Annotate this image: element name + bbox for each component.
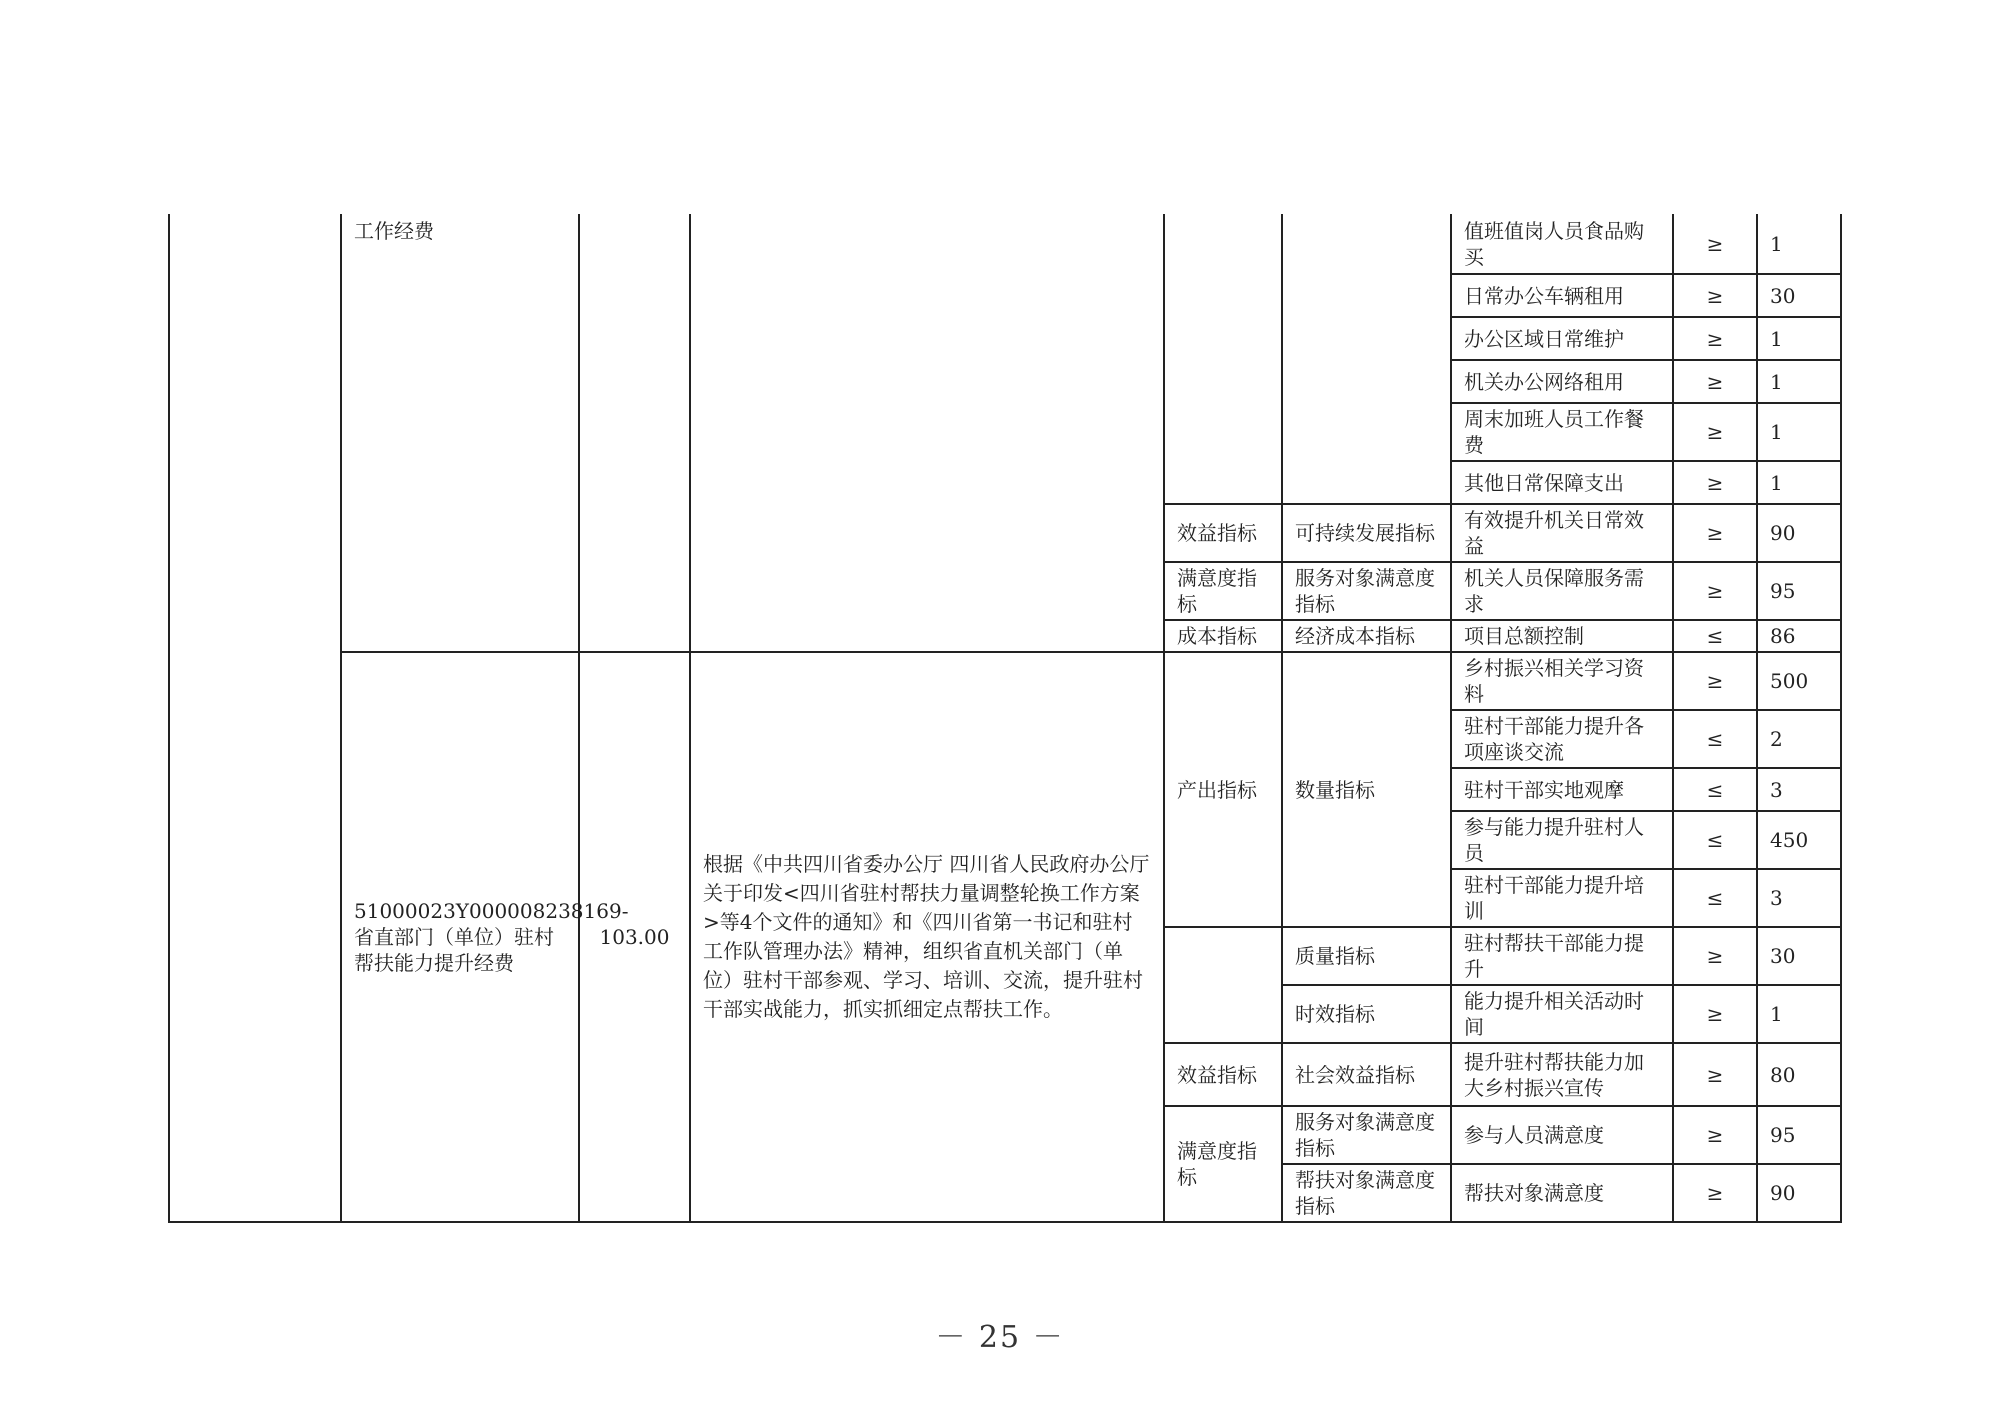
indicator-cell: 乡村振兴相关学习资料	[1451, 652, 1673, 710]
indicator-cell: 驻村干部能力提升各项座谈交流	[1451, 710, 1673, 768]
level2-cell: 可持续发展指标	[1282, 504, 1451, 562]
level2-cell: 质量指标	[1282, 927, 1451, 985]
value-cell: 86	[1757, 620, 1841, 652]
value-cell: 3	[1757, 869, 1841, 927]
amount-cell	[579, 214, 690, 652]
indicator-cell: 提升驻村帮扶能力加大乡村振兴宣传	[1451, 1043, 1673, 1106]
level1-cell: 满意度指标	[1164, 1106, 1282, 1222]
amount-cell: 103.00	[579, 652, 690, 1222]
indicator-cell: 机关办公网络租用	[1451, 360, 1673, 403]
department-cell	[169, 214, 341, 1222]
operator-cell: ≥	[1673, 214, 1757, 274]
indicator-cell: 机关人员保障服务需求	[1451, 562, 1673, 620]
level2-cell: 社会效益指标	[1282, 1043, 1451, 1106]
indicator-cell: 值班值岗人员食品购买	[1451, 214, 1673, 274]
value-cell: 3	[1757, 768, 1841, 811]
level2-cell: 帮扶对象满意度指标	[1282, 1164, 1451, 1222]
description-cell	[690, 214, 1164, 652]
level1-cell	[1164, 214, 1282, 504]
value-cell: 1	[1757, 985, 1841, 1043]
value-cell: 1	[1757, 461, 1841, 504]
indicator-cell: 其他日常保障支出	[1451, 461, 1673, 504]
level1-cell: 成本指标	[1164, 620, 1282, 652]
indicator-cell: 日常办公车辆租用	[1451, 274, 1673, 317]
level1-cell: 产出指标	[1164, 652, 1282, 927]
operator-cell: ≥	[1673, 461, 1757, 504]
indicator-cell: 项目总额控制	[1451, 620, 1673, 652]
value-cell: 1	[1757, 360, 1841, 403]
value-cell: 95	[1757, 562, 1841, 620]
value-cell: 1	[1757, 214, 1841, 274]
operator-cell: ≥	[1673, 274, 1757, 317]
project-name-cell: 51000023Y000008238169-省直部门（单位）驻村帮扶能力提升经费	[341, 652, 579, 1222]
indicator-cell: 驻村干部能力提升培训	[1451, 869, 1673, 927]
indicator-cell: 周末加班人员工作餐费	[1451, 403, 1673, 461]
operator-cell: ≥	[1673, 985, 1757, 1043]
indicator-cell: 驻村帮扶干部能力提升	[1451, 927, 1673, 985]
level1-cell: 满意度指标	[1164, 562, 1282, 620]
indicator-cell: 办公区域日常维护	[1451, 317, 1673, 360]
value-cell: 30	[1757, 274, 1841, 317]
level2-cell	[1282, 214, 1451, 504]
level2-cell: 服务对象满意度指标	[1282, 562, 1451, 620]
operator-cell: ≤	[1673, 620, 1757, 652]
value-cell: 1	[1757, 317, 1841, 360]
operator-cell: ≤	[1673, 811, 1757, 869]
value-cell: 1	[1757, 403, 1841, 461]
value-cell: 450	[1757, 811, 1841, 869]
project-name-cell: 工作经费	[341, 214, 579, 652]
value-cell: 30	[1757, 927, 1841, 985]
value-cell: 2	[1757, 710, 1841, 768]
indicator-cell: 参与能力提升驻村人员	[1451, 811, 1673, 869]
indicator-cell: 参与人员满意度	[1451, 1106, 1673, 1164]
operator-cell: ≥	[1673, 652, 1757, 710]
indicator-cell: 有效提升机关日常效益	[1451, 504, 1673, 562]
page-number: － 25 －	[935, 1320, 1065, 1355]
operator-cell: ≥	[1673, 1043, 1757, 1106]
value-cell: 500	[1757, 652, 1841, 710]
indicator-cell: 能力提升相关活动时间	[1451, 985, 1673, 1043]
indicator-cell: 驻村干部实地观摩	[1451, 768, 1673, 811]
operator-cell: ≥	[1673, 1164, 1757, 1222]
level2-cell: 时效指标	[1282, 985, 1451, 1043]
value-cell: 95	[1757, 1106, 1841, 1164]
level2-cell: 服务对象满意度指标	[1282, 1106, 1451, 1164]
value-cell: 80	[1757, 1043, 1841, 1106]
description-cell: 根据《中共四川省委办公厅 四川省人民政府办公厅关于印发<四川省驻村帮扶力量调整轮换工作方案>等4个文件的通知》和《四川省第一书记和驻村工作队管理办法》精神，组织省直机关部门（单位）驻村干部参观、学习、培训、交流，提升驻村干部实战能力，抓实抓细定点帮扶工作。	[690, 652, 1164, 1222]
operator-cell: ≤	[1673, 869, 1757, 927]
level1-cell: 效益指标	[1164, 504, 1282, 562]
value-cell: 90	[1757, 504, 1841, 562]
value-cell: 90	[1757, 1164, 1841, 1222]
operator-cell: ≥	[1673, 1106, 1757, 1164]
operator-cell: ≤	[1673, 710, 1757, 768]
operator-cell: ≥	[1673, 562, 1757, 620]
level2-cell: 数量指标	[1282, 652, 1451, 927]
level2-cell: 经济成本指标	[1282, 620, 1451, 652]
operator-cell: ≥	[1673, 927, 1757, 985]
indicator-cell: 帮扶对象满意度	[1451, 1164, 1673, 1222]
operator-cell: ≥	[1673, 403, 1757, 461]
operator-cell: ≥	[1673, 504, 1757, 562]
level1-cell	[1164, 927, 1282, 1043]
performance-table	[168, 214, 1842, 1223]
operator-cell: ≥	[1673, 317, 1757, 360]
level1-cell: 效益指标	[1164, 1043, 1282, 1106]
operator-cell: ≤	[1673, 768, 1757, 811]
operator-cell: ≥	[1673, 360, 1757, 403]
